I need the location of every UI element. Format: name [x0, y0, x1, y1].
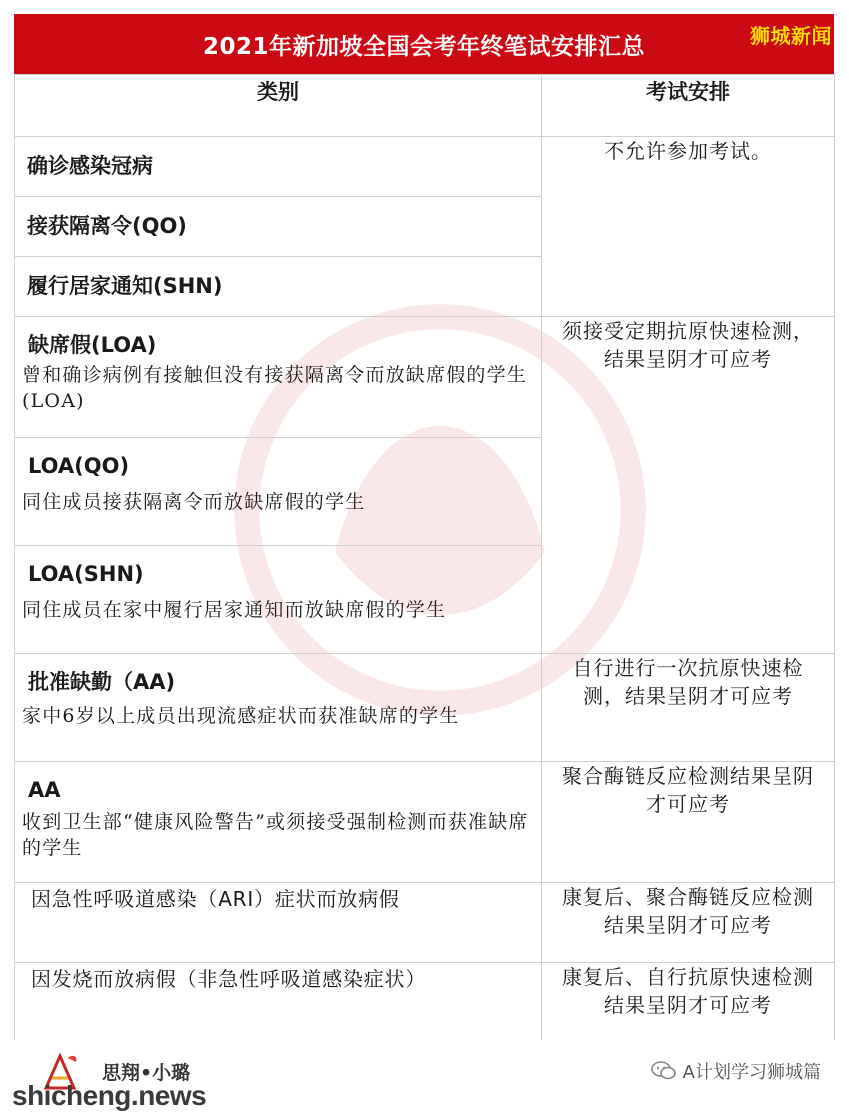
category-loa-qo-cell [15, 438, 542, 546]
category-desc: 曾和确诊病例有接触但没有接获隔离令而放缺席假的学生(LOA) [22, 364, 528, 412]
table-row [15, 883, 835, 963]
category-aa-moh-cell [15, 762, 542, 883]
category-shn: 履行居家通知(SHN) [15, 257, 542, 317]
exam-arrangement-sheet [14, 14, 834, 1043]
site-watermark: shicheng.news [12, 1080, 207, 1111]
category-desc: 同住成员在家中履行居家通知而放缺席假的学生 [22, 599, 447, 621]
table-row [15, 762, 835, 883]
arrangement-not-allowed: 不允许参加考试。 [542, 137, 835, 317]
category-fever-mc: 因发烧而放病假（非急性呼吸道感染症状） [15, 963, 542, 1043]
wechat-channel[interactable] [651, 1058, 821, 1084]
category-title: AA [28, 778, 61, 802]
wechat-icon [651, 1060, 677, 1082]
channel-name: A计划学习狮城篇 [682, 1062, 821, 1083]
category-aa-flu-cell [15, 654, 542, 762]
category-loa-shn-cell [15, 546, 542, 654]
category-title: 批准缺勤（AA) [28, 670, 176, 694]
arrangement-single-art: 自行进行一次抗原快速检测，结果呈阴才可应考 [542, 654, 835, 762]
arrangement-pcr: 聚合酶链反应检测结果呈阴才可应考 [542, 762, 835, 883]
arrangement-table [14, 74, 835, 1043]
arrangement-recover-pcr: 康复后、聚合酶链反应检测结果呈阴才可应考 [542, 883, 835, 963]
table-header-row [15, 75, 835, 137]
brand-tag: 狮城新闻 [750, 24, 832, 48]
table-row [15, 654, 835, 762]
column-header-category: 类别 [15, 75, 542, 137]
category-desc: 家中6岁以上成员出现流感症状而获准缺席的学生 [22, 705, 460, 727]
footer [0, 1040, 849, 1112]
column-header-arrangement: 考试安排 [542, 75, 835, 137]
arrangement-periodic-art: 须接受定期抗原快速检测，结果呈阴才可应考 [542, 317, 835, 654]
page-title: 2021年新加坡全国会考年终笔试安排汇总 [202, 33, 645, 60]
category-title: LOA(QO) [28, 454, 130, 478]
category-loa-cell [15, 317, 542, 438]
table-row [15, 137, 835, 197]
title-bar [14, 14, 834, 74]
category-qo: 接获隔离令(QO) [15, 197, 542, 257]
category-confirmed-case: 确诊感染冠病 [15, 137, 542, 197]
category-title: LOA(SHN) [28, 562, 144, 586]
arrangement-recover-art: 康复后、自行抗原快速检测结果呈阴才可应考 [542, 963, 835, 1043]
category-desc: 收到卫生部“健康风险警告”或须接受强制检测而获准缺席的学生 [22, 811, 529, 859]
author-name: 思翔•小璐 [102, 1062, 191, 1084]
table-row [15, 963, 835, 1043]
table-row [15, 317, 835, 438]
category-desc: 同住成员接获隔离令而放缺席假的学生 [22, 491, 366, 513]
category-title: 缺席假(LOA) [28, 333, 157, 357]
category-ari-mc: 因急性呼吸道感染（ARI）症状而放病假 [15, 883, 542, 963]
